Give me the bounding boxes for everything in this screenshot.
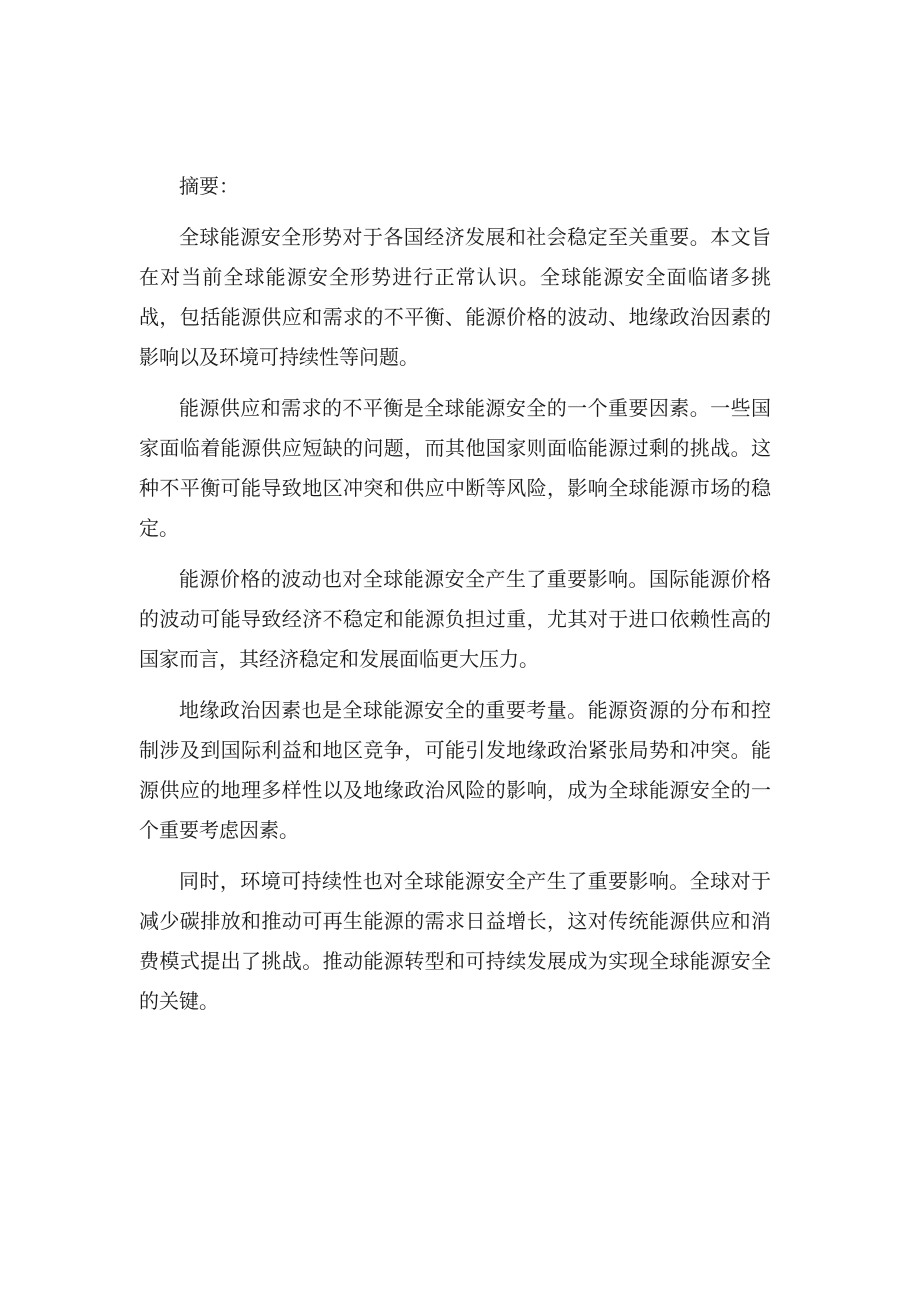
paragraph-price-volatility: 能源价格的波动也对全球能源安全产生了重要影响。国际能源价格的波动可能导致经济不稳定和能源负担过重，尤其对于进口依赖性高的国家而言，其经济稳定和发展面临更大压力。 <box>139 567 771 671</box>
paragraph-intro: 全球能源安全形势对于各国经济发展和社会稳定至关重要。本文旨在对当前全球能源安全形势进行正常认识。全球能源安全面临诸多挑战，包括能源供应和需求的不平衡、能源价格的波动、地缘政治因素的影响以及环境可持续性等问题。 <box>139 225 771 369</box>
document-body <box>139 166 771 1032</box>
paragraph-sustainability: 同时，环境可持续性也对全球能源安全产生了重要影响。全球对于减少碳排放和推动可再生能源的需求日益增长，这对传统能源供应和消费模式提出了挑战。推动能源转型和可持续发展成为实现全球能源安全的关键。 <box>139 869 771 1013</box>
abstract-heading: 摘要： <box>179 174 239 198</box>
paragraph-supply-demand: 能源供应和需求的不平衡是全球能源安全的一个重要因素。一些国家面临着能源供应短缺的问题，而其他国家则面临能源过剩的挑战。这种不平衡可能导致地区冲突和供应中断等风险，影响全球能源市场的稳定。 <box>139 396 771 540</box>
paragraph-geopolitics: 地缘政治因素也是全球能源安全的重要考量。能源资源的分布和控制涉及到国际利益和地区竞争，可能引发地缘政治紧张局势和冲突。能源供应的地理多样性以及地缘政治风险的影响，成为全球能源安全的一个重要考虑因素。 <box>139 698 771 842</box>
